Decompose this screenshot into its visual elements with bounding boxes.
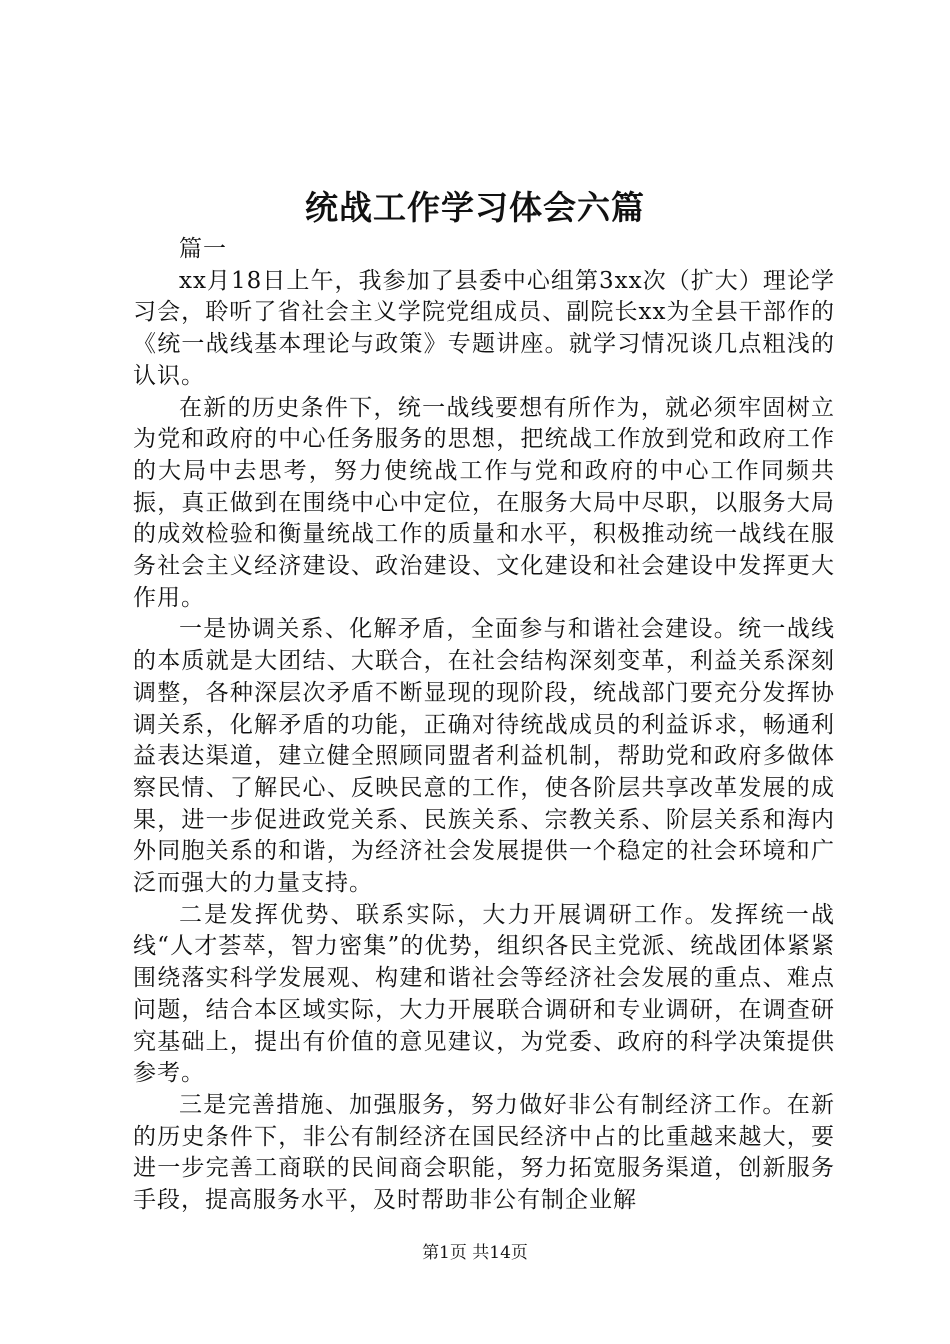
- paragraph: 在新的历史条件下，统一战线要想有所作为，就必须牢固树立为党和政府的中心任务服务的思想，把统战工作放到党和政府工作的大局中去思考，努力使统战工作与党和政府的中心工作同频共振，真正做到在围绕中心中定位，在服务大局中尽职，以服务大局的成效检验和衡量统战工作的质量和水平，积极推动统一战线在服务社会主义经济建设、政治建设、文化建设和社会建设中发挥更大作用。: [133, 394, 835, 611]
- page-title: 统战工作学习体会六篇: [305, 188, 645, 227]
- document-body: [133, 234, 835, 1217]
- paragraph: xx月18日上午，我参加了县委中心组第3xx次（扩大）理论学习会，聆听了省社会主义学院党组成员、副院长xx为全县干部作的《统一战线基本理论与政策》专题讲座。就学习情况谈几点粗浅的认识。: [133, 267, 835, 389]
- page-footer: 第1页 共14页: [422, 1243, 528, 1263]
- paragraph: 三是完善措施、加强服务，努力做好非公有制经济工作。在新的历史条件下，非公有制经济在国民经济中占的比重越来越大，要进一步完善工商联的民间商会职能，努力拓宽服务渠道，创新服务手段，提高服务水平，及时帮助非公有制企业解: [133, 1091, 835, 1214]
- section-heading: 篇一: [179, 236, 227, 262]
- paragraph: 二是发挥优势、联系实际，大力开展调研工作。发挥统一战线“人才荟萃，智力密集”的优势，组织各民主党派、统战团体紧紧围绕落实科学发展观、构建和谐社会等经济社会发展的重点、难点问题，结合本区域实际，大力开展联合调研和专业调研，在调查研究基础上，提出有价值的意见建议，为党委、政府的科学决策提供参考。: [133, 901, 835, 1087]
- paragraph: 一是协调关系、化解矛盾，全面参与和谐社会建设。统一战线的本质就是大团结、大联合，在社会结构深刻变革，利益关系深刻调整，各种深层次矛盾不断显现的现阶段，统战部门要充分发挥协调关系，化解矛盾的功能，正确对待统战成员的利益诉求，畅通利益表达渠道，建立健全照顾同盟者利益机制，帮助党和政府多做体察民情、了解民心、反映民意的工作，使各阶层共享改革发展的成果，进一步促进政党关系、民族关系、宗教关系、阶层关系和海内外同胞关系的和谐，为经济社会发展提供一个稳定的社会环境和广泛而强大的力量支持。: [133, 616, 835, 897]
